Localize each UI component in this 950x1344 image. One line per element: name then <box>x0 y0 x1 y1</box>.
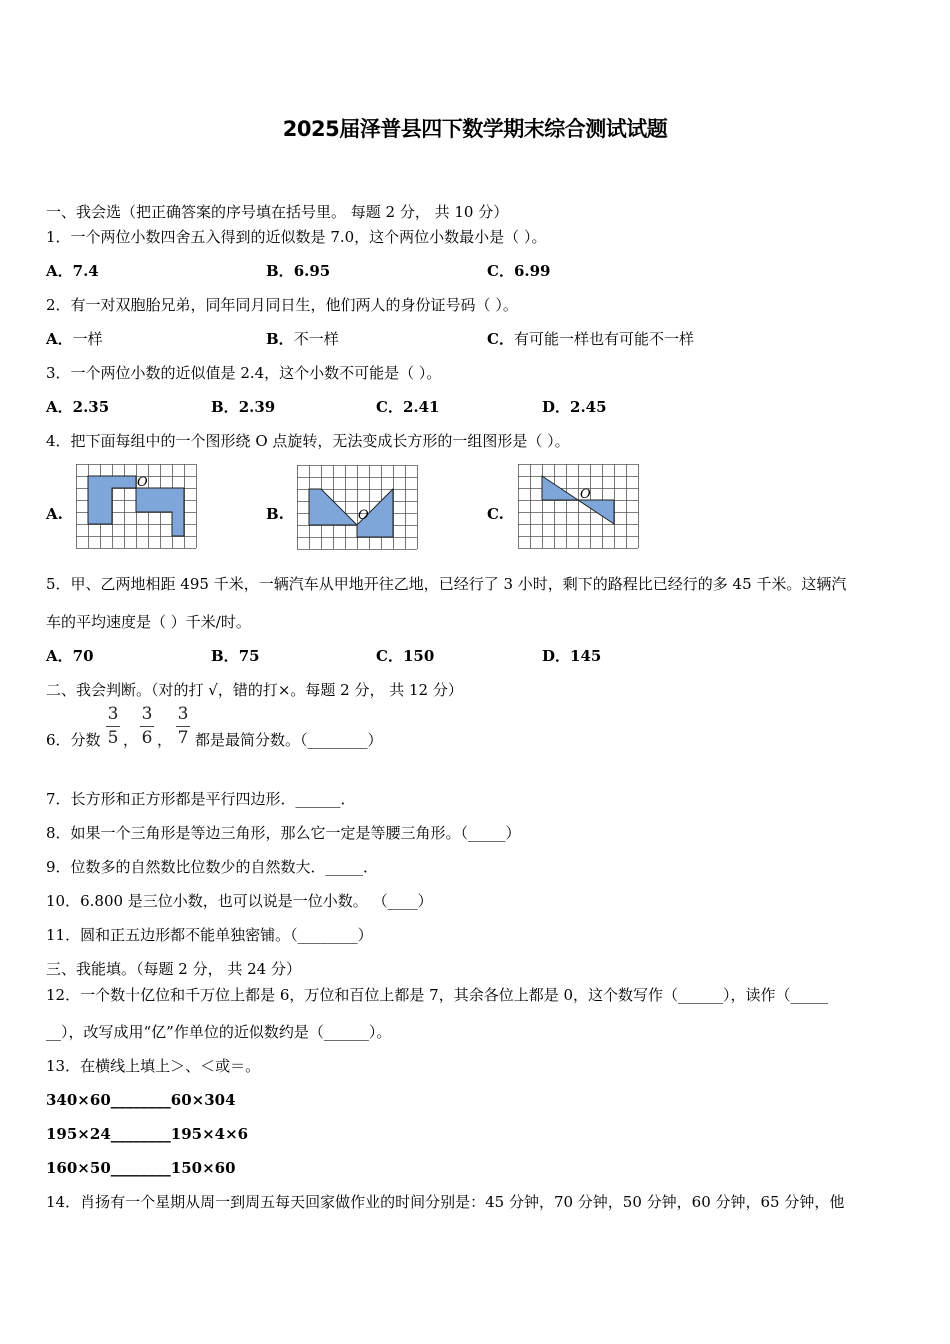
rotated-shape-b <box>309 489 357 525</box>
question-5-line1: 5．甲、乙两地相距 495 千米，一辆汽车从甲地开往乙地，已经行了 3 小时，剩下的路程比已经行的多 45 千米。这辆汽 <box>46 575 847 593</box>
option-text: 2.39 <box>238 398 276 416</box>
question-9: 9．位数多的自然数比位数少的自然数大．_____． <box>46 858 379 876</box>
question-3: 3．一个两位小数的近似值是 2.4，这个小数不可能是（ ）。 <box>46 364 442 382</box>
option-label: C． <box>376 647 403 665</box>
option-text: 一样 <box>72 330 103 348</box>
fraction-3-7 <box>175 704 191 748</box>
q3-option-d[interactable] <box>542 397 607 417</box>
option-text: 6.95 <box>293 262 331 280</box>
question-13: 13．在横线上填上＞、＜或＝。 <box>46 1057 261 1075</box>
option-label: A． <box>46 647 73 665</box>
question-7: 7．长方形和正方形都是平行四边形．______． <box>46 790 356 808</box>
q5-option-b[interactable] <box>211 646 260 666</box>
question-2: 2．有一对双胞胎兄弟，同年同月同日生，他们两人的身份证号码（ ）。 <box>46 296 518 314</box>
option-label: B． <box>266 330 294 348</box>
page-title: 2025届泽普县四下数学期末综合测试试题 <box>282 117 668 141</box>
q3-option-b[interactable] <box>211 397 275 417</box>
fraction-bar <box>176 726 190 727</box>
fraction-bar <box>140 726 154 727</box>
fraction-bar <box>106 726 120 727</box>
fraction-numerator: 3 <box>141 704 153 724</box>
q1-option-a[interactable] <box>46 261 99 281</box>
option-text: 2.45 <box>570 398 607 416</box>
option-label: B． <box>211 398 239 416</box>
q4-figure-a[interactable] <box>76 464 198 551</box>
q3-option-a[interactable] <box>46 397 109 417</box>
option-text: 有可能一样也有可能不一样 <box>513 330 694 348</box>
q4-option-c-label[interactable]: C. <box>487 505 504 523</box>
q2-option-a[interactable] <box>46 329 103 349</box>
option-label: D． <box>542 398 571 416</box>
fraction-3-5 <box>105 704 121 748</box>
question-12-line2: __），改写成用“亿”作单位的近似数约是（______）。 <box>46 1023 392 1041</box>
question-11: 11．圆和正五边形都不能单独密铺。（________） <box>46 926 373 944</box>
rotated-shape-c <box>542 476 578 500</box>
q4-option-b-label[interactable]: B. <box>266 505 284 523</box>
q2-option-c[interactable] <box>487 329 694 349</box>
comparison-item: 160×50________150×60 <box>46 1159 236 1177</box>
option-label: C． <box>487 330 514 348</box>
question-12-line1: 12．一个数十亿位和千万位上都是 6，万位和百位上都是 7，其余各位上都是 0，这个数写作（______），读作（_____ <box>46 986 829 1004</box>
comparison-item: 340×60________60×304 <box>46 1091 236 1109</box>
fraction-separator: ， <box>157 731 173 749</box>
option-text: 2.41 <box>402 398 440 416</box>
point-o-label: O <box>137 475 148 490</box>
fraction-denominator: 6 <box>141 728 153 748</box>
q2-option-b[interactable] <box>266 329 339 349</box>
q4-figure-b[interactable] <box>297 465 419 552</box>
fraction-numerator: 3 <box>177 704 189 724</box>
option-label: A． <box>46 398 73 416</box>
option-text: 145 <box>570 647 602 665</box>
q5-option-a[interactable] <box>46 646 94 666</box>
question-8: 8．如果一个三角形是等边三角形，那么它一定是等腰三角形。（_____） <box>46 824 521 842</box>
fraction-denominator: 5 <box>107 728 119 748</box>
option-text: 7.4 <box>72 262 99 280</box>
rotated-shape-a2 <box>136 488 184 536</box>
option-label: A． <box>46 330 73 348</box>
option-label: B． <box>211 647 239 665</box>
question-6-prefix: 6．分数 <box>46 731 101 749</box>
rotated-shape-a <box>88 476 136 524</box>
fraction-3-6 <box>139 704 155 748</box>
option-label: B． <box>266 262 294 280</box>
option-text: 2.35 <box>72 398 110 416</box>
q1-option-c[interactable] <box>487 261 551 281</box>
option-label: C． <box>376 398 403 416</box>
section3-header: 三、我能填。（每题 2 分， 共 24 分） <box>46 960 301 978</box>
question-10: 10．6.800 是三位小数，也可以说是一位小数。 （____） <box>46 892 433 910</box>
q4-option-a-label[interactable]: A. <box>46 505 63 523</box>
option-label: D． <box>542 647 571 665</box>
option-text: 150 <box>402 647 435 665</box>
q4-figure-c[interactable] <box>518 464 640 551</box>
rotated-shape-c2 <box>578 500 614 524</box>
option-label: A． <box>46 262 73 280</box>
fraction-numerator: 3 <box>107 704 119 724</box>
point-o-label: O <box>358 508 369 523</box>
question-6-suffix: 都是最简分数。（________） <box>195 731 383 749</box>
fraction-denominator: 7 <box>177 728 189 748</box>
section2-header: 二、我会判断。（对的打 √，错的打×。每题 2 分， 共 12 分） <box>46 681 463 699</box>
question-1: 1．一个两位小数四舍五入得到的近似数是 7.0，这个两位小数最小是（ ）。 <box>46 228 547 246</box>
comparison-item: 195×24________195×4×6 <box>46 1125 249 1143</box>
q5-option-c[interactable] <box>376 646 434 666</box>
question-5-line2: 车的平均速度是（ ）千米/时。 <box>46 613 251 631</box>
option-text: 不一样 <box>293 330 339 348</box>
point-o-label: O <box>580 487 591 502</box>
question-4: 4．把下面每组中的一个图形绕 O 点旋转，无法变成长方形的一组图形是（ ）。 <box>46 432 570 450</box>
option-text: 6.99 <box>513 262 551 280</box>
q1-option-b[interactable] <box>266 261 330 281</box>
question-14: 14．肖扬有一个星期从周一到周五每天回家做作业的时间分别是：45 分钟，70 分钟，50 分钟，60 分钟，65 分钟，他 <box>46 1193 845 1211</box>
option-text: 70 <box>72 647 94 665</box>
q5-option-d[interactable] <box>542 646 601 666</box>
fraction-separator: ， <box>123 731 139 749</box>
option-label: C． <box>487 262 514 280</box>
q3-option-c[interactable] <box>376 397 440 417</box>
grid-lines <box>518 464 639 549</box>
option-text: 75 <box>238 647 260 665</box>
section1-header: 一、我会选（把正确答案的序号填在括号里。 每题 2 分， 共 10 分） <box>46 203 509 221</box>
